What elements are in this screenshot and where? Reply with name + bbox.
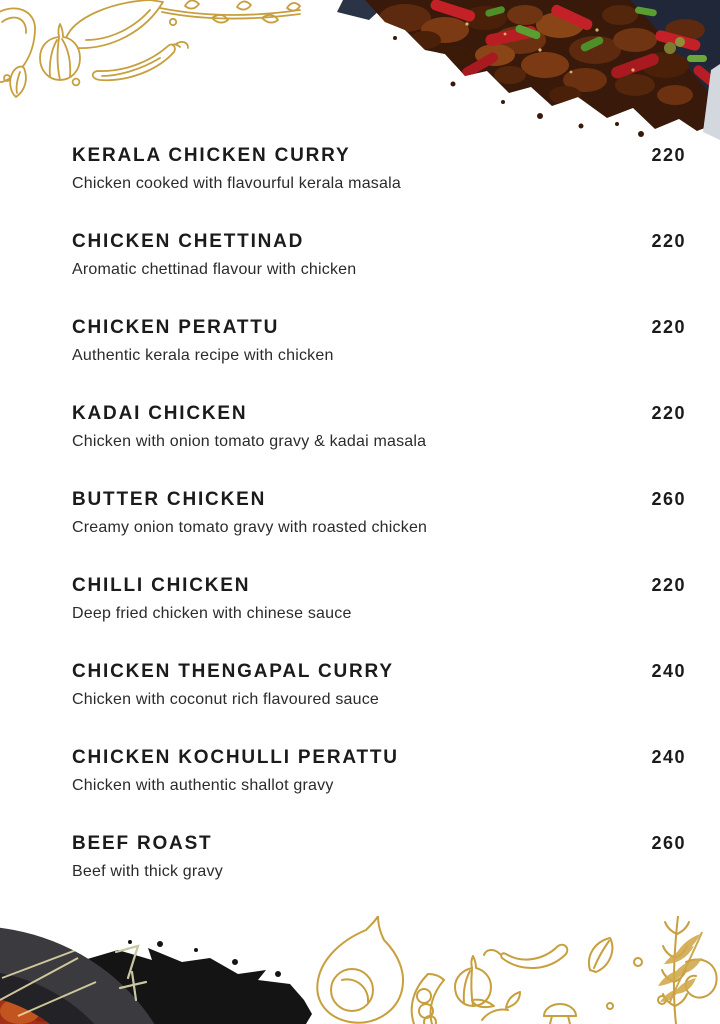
top-left-gold-line-art (0, 0, 310, 135)
garlic-clove-icon (10, 67, 26, 97)
dish-price: 240 (651, 747, 686, 767)
pea-pod-icon (412, 974, 444, 1024)
top-right-food-photo (335, 0, 720, 140)
menu-list (72, 145, 686, 919)
menu-item (72, 317, 686, 403)
dish-name: BUTTER CHICKEN (72, 489, 267, 510)
chili-pepper-icon (484, 945, 567, 968)
dots-icon (607, 958, 666, 1009)
bottom-decoration-band (0, 916, 720, 1024)
menu-item (72, 575, 686, 661)
avocado-icon (317, 916, 403, 1023)
menu-item (72, 231, 686, 317)
chili-pepper-icon (93, 42, 188, 80)
dish-name: BEEF ROAST (72, 833, 213, 854)
menu-item (72, 833, 686, 919)
mushroom-icon (544, 1004, 576, 1024)
herb-bundle-icon (658, 932, 702, 1002)
dish-name: CHICKEN CHETTINAD (72, 231, 305, 252)
dish-name: CHICKEN KOCHULLI PERATTU (72, 747, 399, 768)
leaf-icon (589, 938, 612, 972)
dish-description: Creamy onion tomato gravy with roasted chicken (72, 519, 428, 536)
menu-item (72, 747, 686, 833)
dish-description: Chicken cooked with flavourful kerala masala (72, 175, 401, 192)
dish-price: 220 (651, 231, 686, 251)
dish-description: Aromatic chettinad flavour with chicken (72, 261, 357, 278)
dish-description: Beef with thick gravy (72, 863, 223, 880)
petal-icon (65, 0, 163, 48)
dish-price: 220 (651, 575, 686, 595)
dish-price: 260 (651, 489, 686, 509)
wheat-sprig-icon (160, 0, 300, 22)
dish-description: Chicken with authentic shallot gravy (72, 777, 334, 794)
dish-name: CHICKEN PERATTU (72, 317, 280, 338)
dish-price: 220 (651, 145, 686, 165)
dish-name: CHICKEN THENGAPAL CURRY (72, 661, 394, 682)
dish-description: Authentic kerala recipe with chicken (72, 347, 334, 364)
dish-name: KERALA CHICKEN CURRY (72, 145, 351, 166)
dish-description: Deep fried chicken with chinese sauce (72, 605, 352, 622)
dish-price: 220 (651, 403, 686, 423)
dish-name: KADAI CHICKEN (72, 403, 248, 424)
dish-price: 260 (651, 833, 686, 853)
dish-description: Chicken with coconut rich flavoured sauce (72, 691, 380, 708)
menu-item (72, 145, 686, 231)
menu-item (72, 661, 686, 747)
garlic-bulb-icon (455, 956, 491, 1006)
dish-description: Chicken with onion tomato gravy & kadai masala (72, 433, 427, 450)
dish-name: CHILLI CHICKEN (72, 575, 251, 596)
menu-item (72, 489, 686, 575)
menu-item (72, 403, 686, 489)
leaf-sprig-icon (472, 992, 520, 1020)
dish-price: 220 (651, 317, 686, 337)
dish-price: 240 (651, 661, 686, 681)
